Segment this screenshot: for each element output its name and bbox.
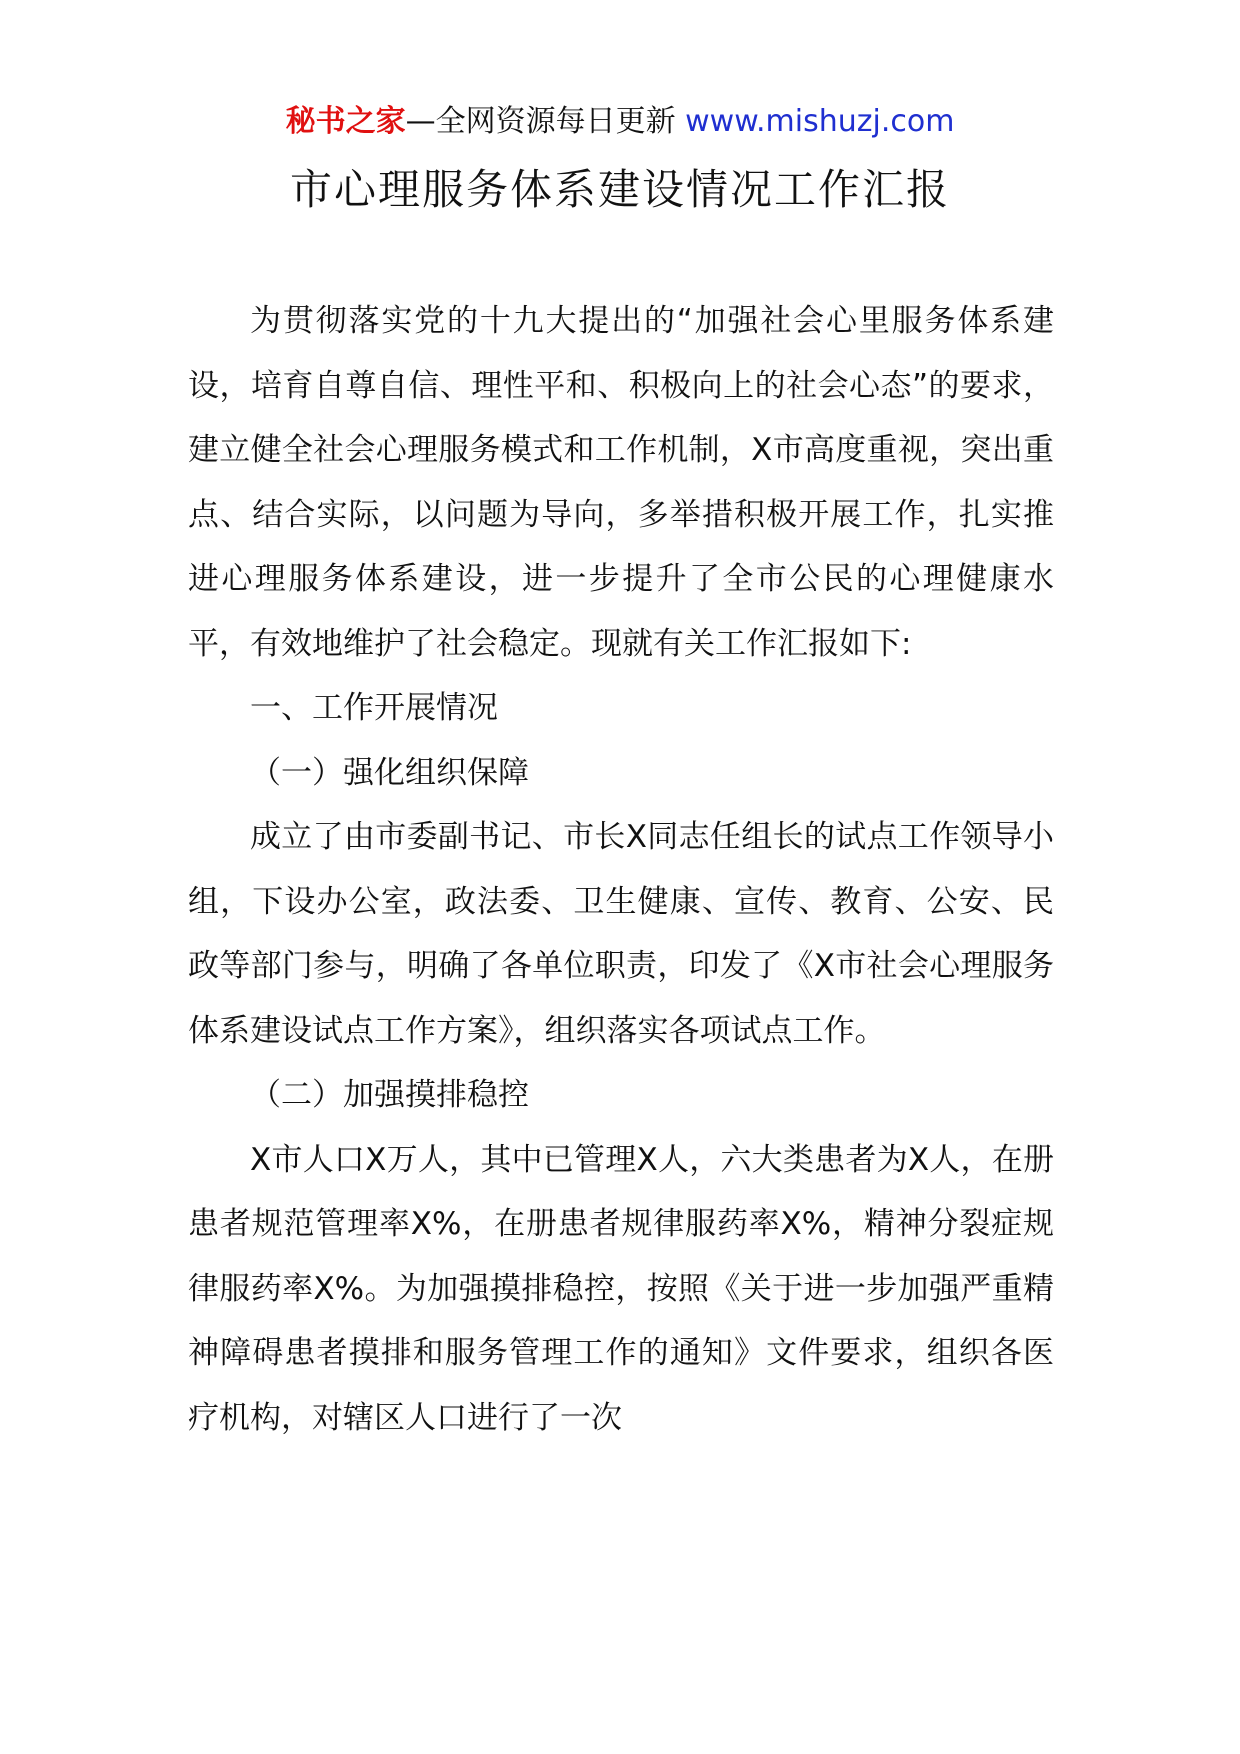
body-paragraph: X市人口X万人，其中已管理X人，六大类患者为X人，在册患者规范管理率X%，在册患者规律服药率X%，精神分裂症规律服药率X%。为加强摸排稳控，按照《关于进一步加强严重精神障碍患者摸排和服务管理工作的通知》文件要求，组织各医疗机构，对辖区人口进行了一次 (188, 1141, 1054, 1436)
document-title: 市心理服务体系建设情况工作汇报 (289, 165, 950, 214)
site-brand: 秘书之家 (285, 104, 406, 139)
body-paragraph: 成立了由市委副书记、市长X同志任组长的试点工作领导小组，下设办公室，政法委、卫生健康、宣传、教育、公安、民政等部门参与，明确了各单位职责，印发了《X市社会心理服务体系建设试点工作方案》，组织落实各项试点工作。 (188, 819, 1054, 1049)
intro-paragraph: 为贯彻落实党的十九大提出的“加强社会心里服务体系建设，培育自尊自信、理性平和、积极向上的社会心态”的要求，建立健全社会心理服务模式和工作机制，X市高度重视，突出重点、结合实际，以问题为导向，多举措积极开展工作，扎实推进心理服务体系建设，进一步提升了全市公民的心理健康水平，有效地维护了社会稳定。现就有关工作汇报如下: (188, 303, 1054, 662)
subsection-heading: （二）加强摸排稳控 (250, 1077, 529, 1113)
section-heading: 一、工作开展情况 (250, 690, 498, 726)
site-header (0, 100, 1240, 144)
document-body (188, 289, 1054, 1450)
site-tagline: —全网资源每日更新 (405, 104, 686, 139)
site-url-link[interactable]: www.mishuzj.com (685, 104, 955, 139)
subsection-heading: （一）强化组织保障 (250, 754, 529, 791)
